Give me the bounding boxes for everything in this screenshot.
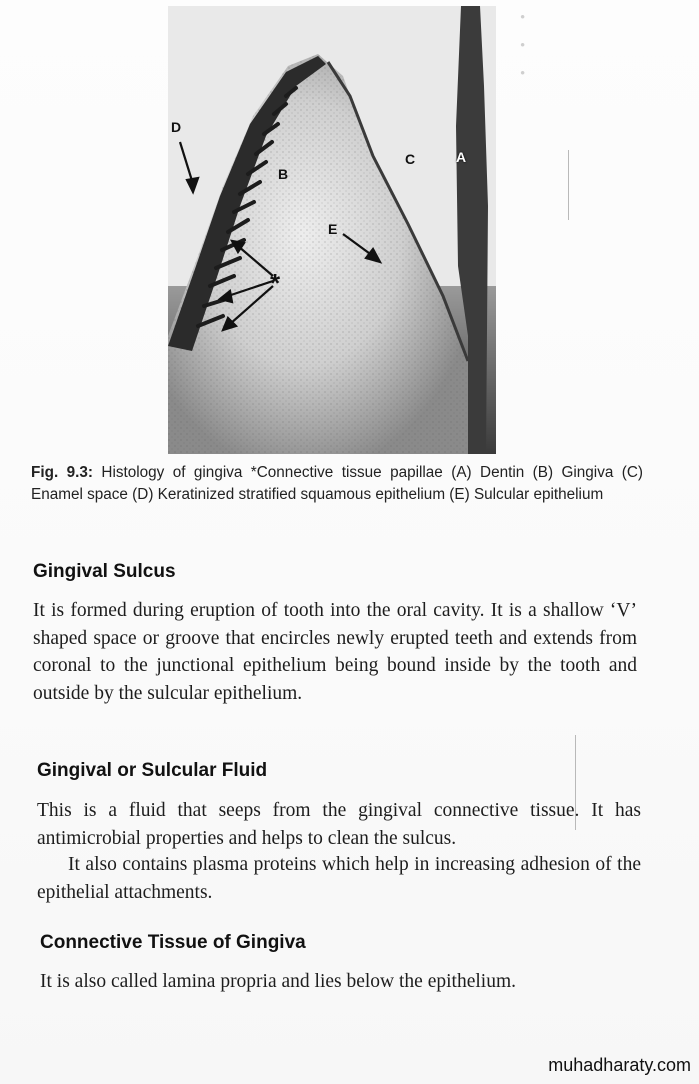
caption-label: Fig. 9.3: [31,464,93,481]
figure-label-a: A [456,149,467,165]
section-heading-connective-tissue: Connective Tissue of Gingiva [40,932,306,953]
paragraph-sulcular-fluid-2: It also contains plasma proteins which help in increasing adhesion of the epithelial attachments. [37,854,641,903]
paragraph-gingival-sulcus: It is formed during eruption of tooth into the oral cavity. It is a shallow ‘V’ shaped space or groove that encircles newly erupted teeth and extends from coronal to the junctional epithelium being bound inside by the tooth and outside by the sulcular epithelium. [33,600,637,704]
caption-text: Histology of gingiva *Connective tissue papillae (A) Dentin (B) Gingiva (C) Enamel space (D) Keratinized stratified squamous epithelium (E) Sulcular epithelium [31,464,644,503]
figure-caption [31,462,643,506]
histology-figure [168,6,496,454]
bleed-through-rule [568,150,569,220]
figure-label-star: * [270,268,281,298]
section-heading-gingival-sulcus: Gingival Sulcus [33,561,176,582]
site-watermark: muhadharaty.com [548,1055,691,1075]
paragraph-sulcular-fluid-1: This is a fluid that seeps from the gingival connective tissue. It has antimicrobial properties and helps to clean the sulcus. [37,800,641,849]
figure-label-d: D [171,119,182,135]
bleed-through-text: • [520,66,526,82]
bleed-through-text: • [520,38,526,54]
figure-label-b: B [278,166,289,182]
figure-label-c: C [405,151,416,167]
figure-label-e: E [328,221,338,237]
paragraph-connective-tissue: It is also called lamina propria and lies below the epithelium. [40,971,516,992]
bleed-through-text: • [520,10,526,26]
section-heading-sulcular-fluid: Gingival or Sulcular Fluid [37,760,268,781]
